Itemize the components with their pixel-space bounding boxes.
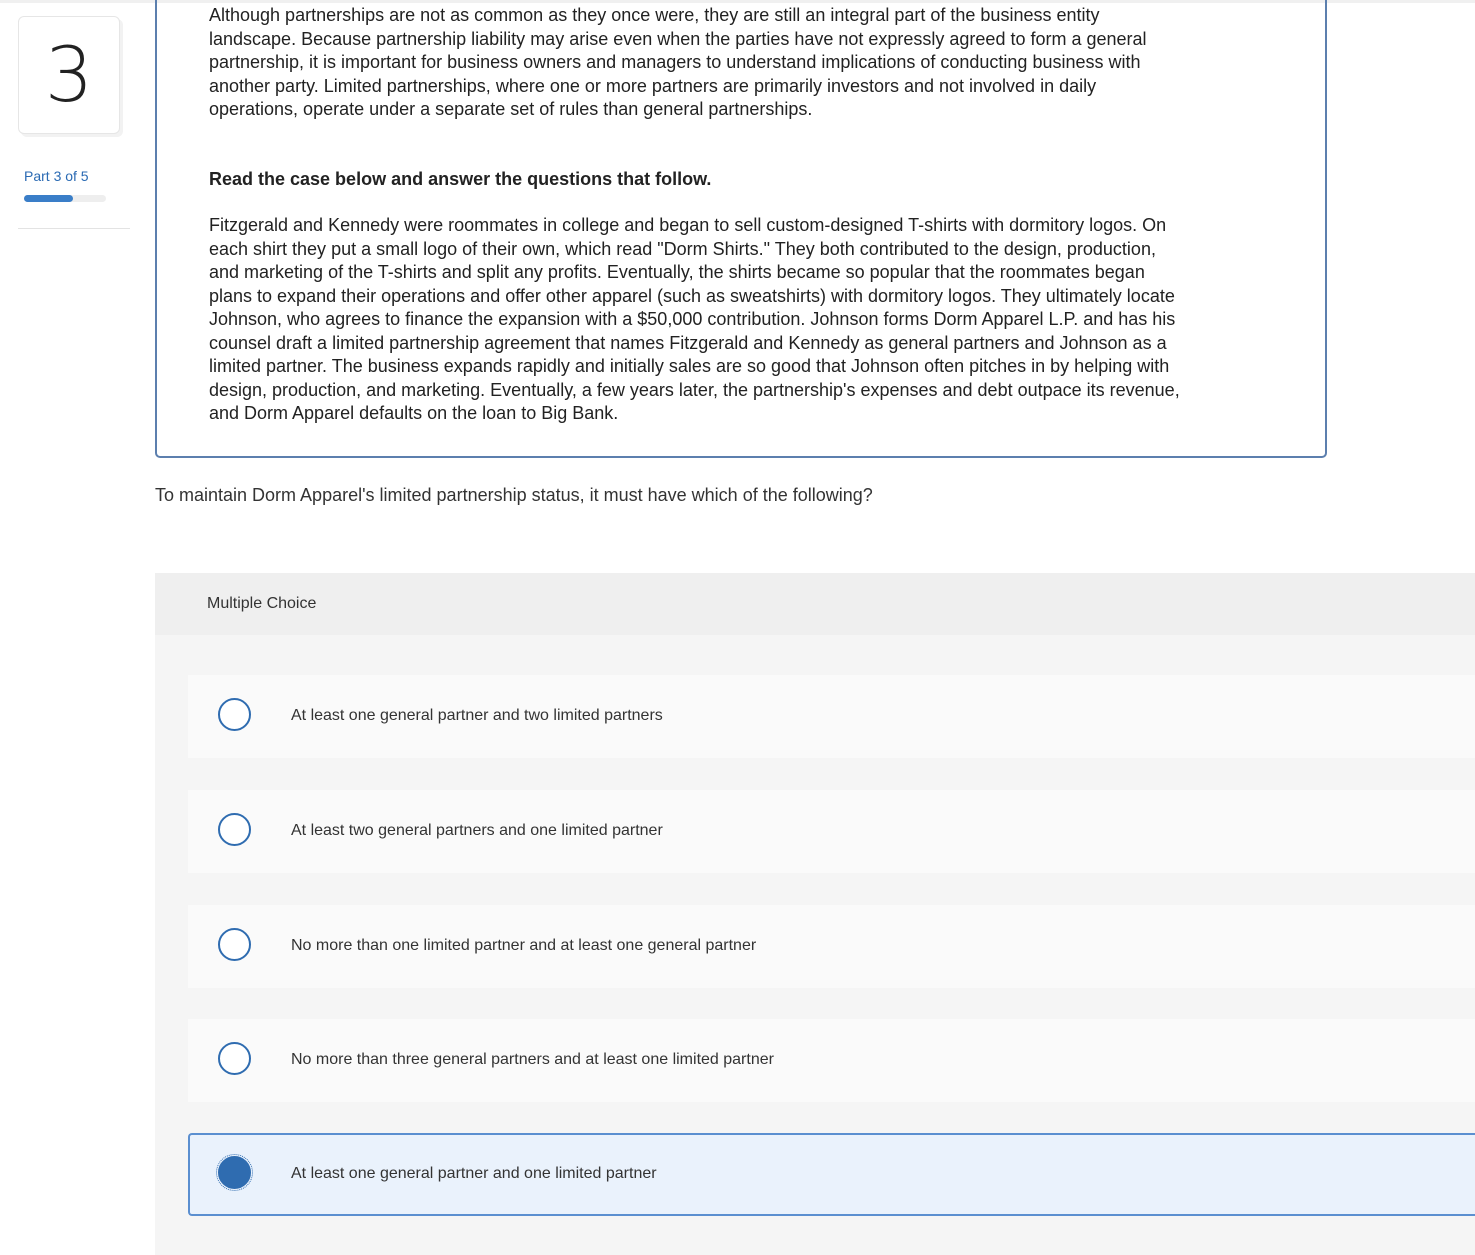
multiple-choice-panel bbox=[155, 573, 1475, 1255]
question-number: 3 bbox=[18, 16, 120, 134]
choice-option[interactable] bbox=[188, 675, 1475, 758]
part-progress-label: Part 3 of 5 bbox=[24, 168, 89, 184]
radio-button[interactable] bbox=[218, 1156, 251, 1189]
choice-label: At least two general partners and one limited partner bbox=[291, 822, 663, 839]
choice-label: No more than one limited partner and at least one general partner bbox=[291, 937, 757, 954]
choice-option[interactable] bbox=[188, 790, 1475, 873]
radio-button[interactable] bbox=[218, 813, 251, 846]
multiple-choice-header: Multiple Choice bbox=[155, 573, 1475, 635]
case-intro-line: landscape. Because partnership liability may arise even when the parties have not expressly agreed to form a general bbox=[209, 28, 1147, 49]
case-box bbox=[155, 0, 1327, 458]
case-story-line: and Dorm Apparel defaults on the loan to Big Bank. bbox=[209, 403, 619, 423]
case-story-line: Fitzgerald and Kennedy were roommates in college and began to sell custom-designed T-shirts with dormitory logos. On bbox=[209, 215, 1167, 235]
case-story-line: counsel draft a limited partnership agreement that names Fitzgerald and Kennedy as general partners and Johnson as a bbox=[209, 332, 1167, 353]
case-intro-line: Although partnerships are not as common as they once were, they are still an integral part of the business entity bbox=[209, 5, 1100, 25]
case-intro-line: another party. Limited partnerships, where one or more partners are primarily investors and not involved in daily bbox=[209, 75, 1097, 96]
case-story-line: each shirt they put a small logo of their own, which read "Dorm Shirts." They both contributed to the design, production, bbox=[209, 238, 1156, 259]
choice-option[interactable] bbox=[188, 1019, 1475, 1102]
radio-button[interactable] bbox=[218, 1042, 251, 1075]
case-intro-line: partnership, it is important for business owners and managers to understand implications of conducting business with bbox=[209, 52, 1141, 72]
part-progress-bar bbox=[24, 195, 106, 202]
question-text: To maintain Dorm Apparel's limited partnership status, it must have which of the following? bbox=[155, 485, 873, 505]
choice-label: At least one general partner and one limited partner bbox=[291, 1165, 657, 1182]
sidebar-divider bbox=[18, 228, 130, 229]
choice-label: At least one general partner and two limited partners bbox=[291, 707, 663, 724]
choice-option[interactable] bbox=[188, 905, 1475, 988]
part-progress-fill bbox=[24, 195, 73, 202]
case-story-line: plans to expand their operations and offer other apparel (such as sweatshirts) with dormitory logos. They ultimately locate bbox=[209, 285, 1175, 306]
case-story-line: design, production, and marketing. Eventually, a few years later, the partnership's expenses and debt outpace its revenue, bbox=[209, 379, 1180, 400]
case-story-line: and marketing of the T-shirts and split any profits. Eventually, the shirts became so popular that the roommates began bbox=[209, 262, 1145, 282]
case-intro-line: operations, operate under a separate set of rules than general partnerships. bbox=[209, 99, 813, 119]
choice-label: No more than three general partners and at least one limited partner bbox=[291, 1051, 774, 1068]
case-story-line: limited partner. The business expands rapidly and initially sales are so good that Johnson often pitches in by helping with bbox=[209, 356, 1170, 376]
radio-button[interactable] bbox=[218, 698, 251, 731]
case-instruction: Read the case below and answer the questions that follow. bbox=[209, 169, 712, 189]
radio-button[interactable] bbox=[218, 928, 251, 961]
case-story-line: Johnson, who agrees to finance the expansion with a $50,000 contribution. Johnson forms Dorm Apparel L.P. and has his bbox=[209, 309, 1176, 329]
choice-option[interactable] bbox=[188, 1133, 1475, 1216]
